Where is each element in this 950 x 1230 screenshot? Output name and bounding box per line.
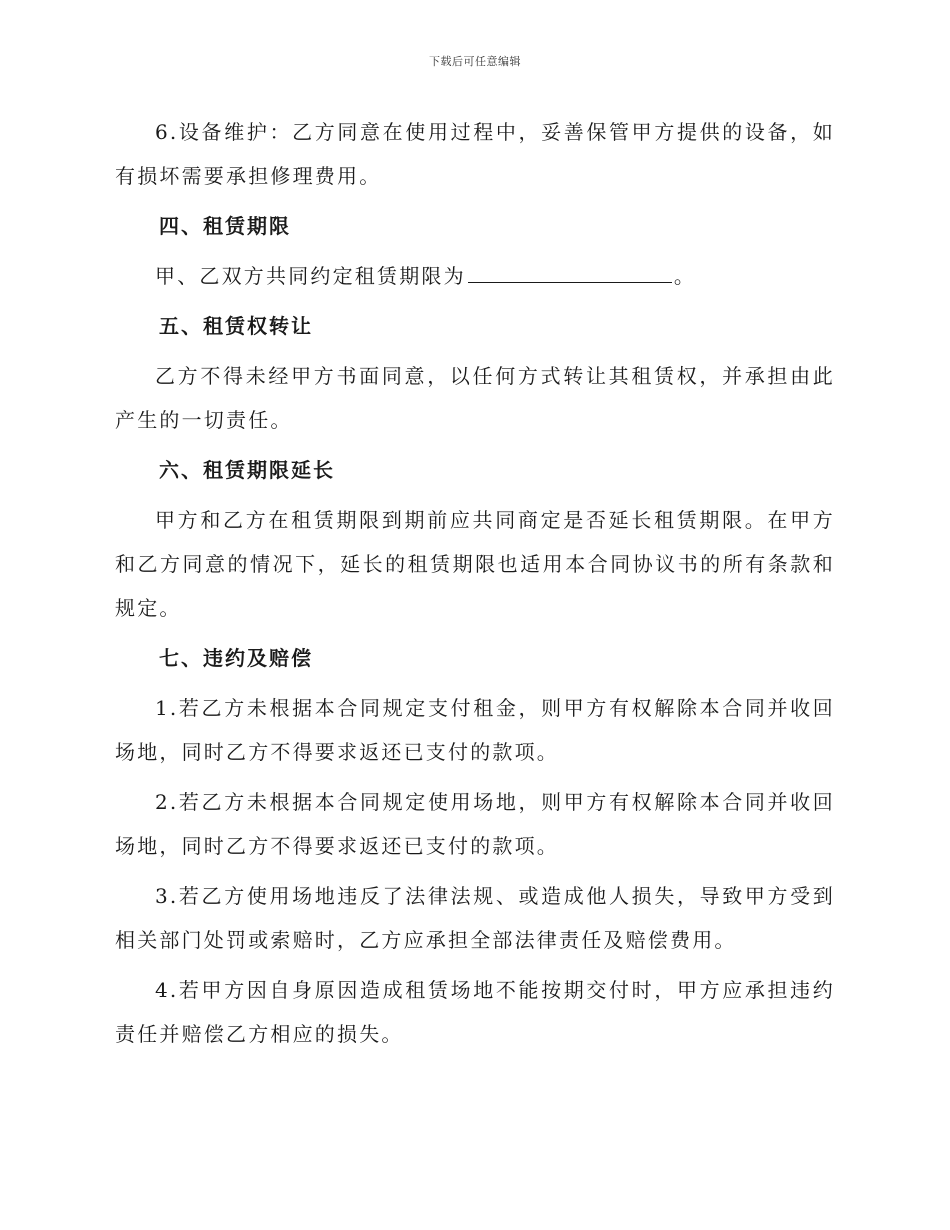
lease-term-text: 甲、乙双方共同约定租赁期限为 [155,264,466,288]
lease-term-blank [468,256,672,283]
section-heading-lease-transfer: 五、租赁权转让 [159,314,313,338]
clause-equipment-maintenance: 6.设备维护：乙方同意在使用过程中，妥善保管甲方提供的设备，如有损坏需要承担修理费用。 [115,120,835,188]
section-heading-lease-term: 四、租赁期限 [159,214,291,238]
clause-lease-term [115,254,835,298]
clause-lease-transfer: 乙方不得未经甲方书面同意，以任何方式转让其租赁权，并承担由此产生的一切责任。 [115,364,835,432]
clause-breach-3: 3.若乙方使用场地违反了法律法规、或造成他人损失，导致甲方受到相关部门处罚或索赔时，乙方应承担全部法律责任及赔偿费用。 [115,884,835,952]
section-heading-breach: 七、违约及赔偿 [159,646,313,670]
clause-breach-2: 2.若乙方未根据本合同规定使用场地，则甲方有权解除本合同并收回场地，同时乙方不得要求返还已支付的款项。 [115,790,835,858]
clause-breach-4: 4.若甲方因自身原因造成租赁场地不能按期交付时，甲方应承担违约责任并赔偿乙方相应的损失。 [115,978,835,1046]
document-body [115,110,835,1062]
page-header: 下载后可任意编辑 [429,55,521,68]
section-heading-lease-extension: 六、租赁期限延长 [159,458,335,482]
clause-breach-1: 1.若乙方未根据本合同规定支付租金，则甲方有权解除本合同并收回场地，同时乙方不得要求返还已支付的款项。 [115,696,835,764]
lease-term-end: 。 [673,264,697,288]
clause-lease-extension: 甲方和乙方在租赁期限到期前应共同商定是否延长租赁期限。在甲方和乙方同意的情况下，延长的租赁期限也适用本合同协议书的所有条款和规定。 [115,508,835,620]
